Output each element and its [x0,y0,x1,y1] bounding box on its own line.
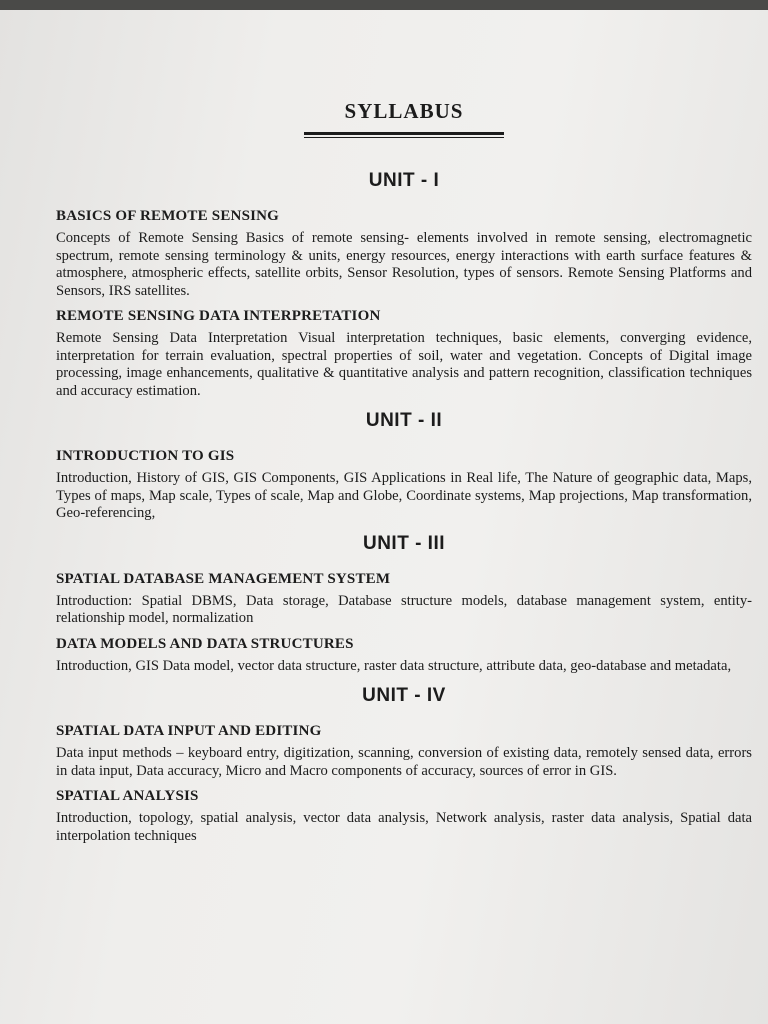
title-underline [304,132,504,138]
section-body: Remote Sensing Data Interpretation Visual interpretation techniques, basic elements, converging evidence, interpretation for terrain evaluation, spectral properties of soil, water and vegetation. Concepts of Digital image processing, image enhancements, qualitative & quantitative analysis and pattern recognition, classification techniques and accuracy estimation. [56,330,752,399]
syllabus-content [56,92,752,855]
photo-top-edge [0,0,768,10]
unit-heading: UNIT - IV [362,685,446,706]
section-heading: INTRODUCTION TO GIS [56,448,235,464]
section-heading: BASICS OF REMOTE SENSING [56,208,280,224]
unit-4 [56,685,752,845]
section-body: Data input methods – keyboard entry, digitization, scanning, conversion of existing data, remotely sensed data, errors in data input, Data accuracy, Micro and Macro components of accuracy, sources of error in GIS. [56,745,752,779]
section-heading: DATA MODELS AND DATA STRUCTURES [56,635,354,652]
unit-heading: UNIT - II [365,410,443,431]
unit-heading: UNIT - I [368,170,440,191]
section-body: Introduction: Spatial DBMS, Data storage, Database structure models, database management system, entity-relationship model, normalization [56,592,752,626]
unit-2 [56,410,752,523]
page-title: syllabus [344,92,464,125]
section-body: Introduction, History of GIS, GIS Components, GIS Applications in Real life, The Nature of geographic data, Maps, Types of maps, Map scale, Types of scale, Map and Globe, Coordinate systems, Map projections, Map transformation, Geo-referencing, [56,470,752,521]
section-heading: REMOTE SENSING DATA INTERPRETATION [56,308,381,324]
unit-3 [56,533,752,676]
section-heading: SPATIAL ANALYSIS [56,788,199,804]
section-body: Introduction, topology, spatial analysis, vector data analysis, Network analysis, raster data analysis, Spatial data interpolation techniques [56,810,752,844]
section-body: Introduction, GIS Data model, vector data structure, raster data structure, attribute data, geo-database and metadata, [56,657,732,674]
unit-1 [56,170,752,400]
section-heading: SPATIAL DATA INPUT AND EDITING [56,723,322,739]
section-heading: SPATIAL DATABASE MANAGEMENT SYSTEM [56,570,391,587]
section-body: Concepts of Remote Sensing Basics of remote sensing- elements involved in remote sensing, electromagnetic spectrum, remote sensing terminology & units, energy resources, energy interactions with earth surface features & atmosphere, atmospheric effects, satellite orbits, Sensor Resolution, types of sensors. Remote Sensing Platforms and Sensors, IRS satellites. [56,230,752,299]
unit-heading: UNIT - III [362,532,446,554]
